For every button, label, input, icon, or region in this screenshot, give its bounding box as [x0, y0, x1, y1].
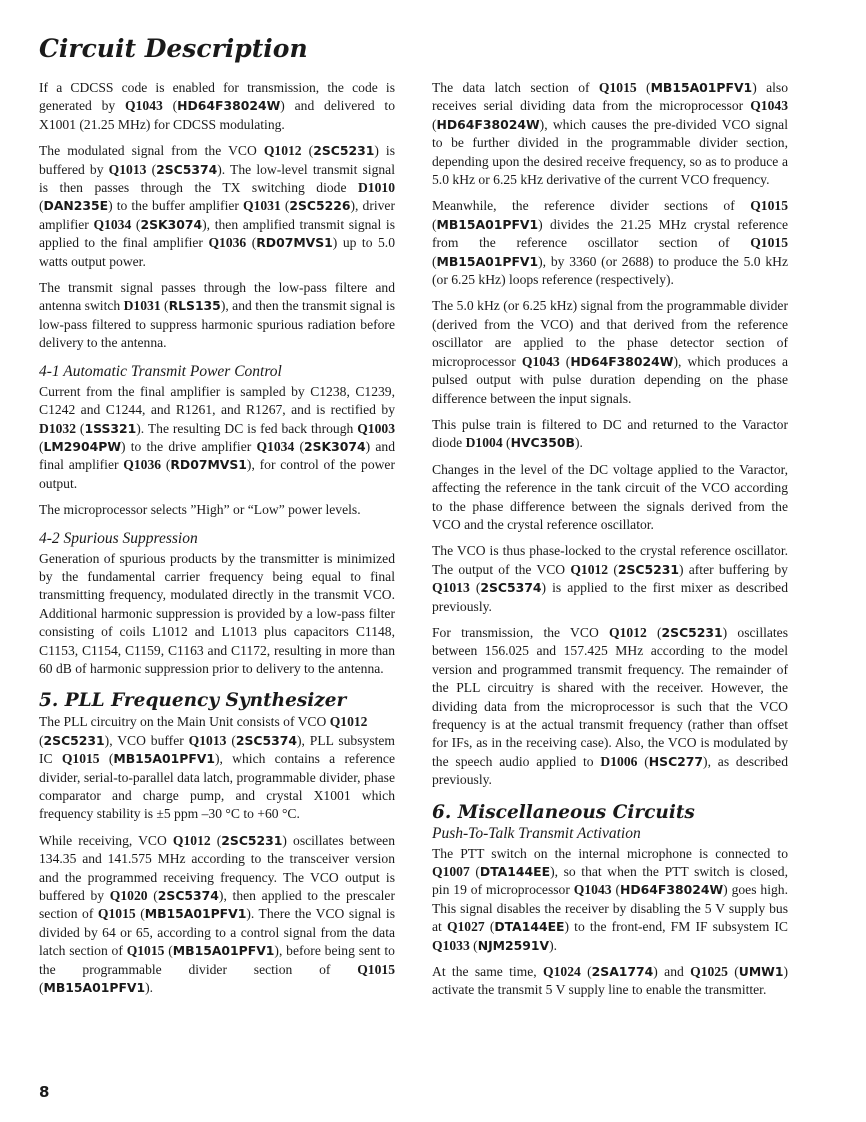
paragraph-atpc: Current from the final amplifier is sampled by C1238, C1239, C1242 and C1244, and R1261, and R1267, and is rectified by D1032 (1SS321). The resulting DC is fed back through Q1003 (LM2904PW) to the drive amplifier Q1034 (2SK3074) and final amplifier Q1036 (RD07MVS1), for control of the power output. [39, 383, 395, 491]
left-column [39, 79, 395, 1005]
heading-atpc: 4-1 Automatic Transmit Power Control [39, 362, 282, 380]
heading-misc: 6. Miscellaneous Circuits [432, 801, 695, 823]
paragraph-reference-divider: Meanwhile, the reference divider sections of Q1015 (MB15A01PFV1) divides the 21.25 MHz crystal reference from the reference oscillator section of Q1015 (MB15A01PFV1), by 3360 (or 2688) to produce the 5.0 kHz (or 6.25 kHz) loops reference (respectively). [432, 198, 788, 288]
paragraph-dc-voltage: Changes in the level of the DC voltage applied to the Varactor, affecting the reference in the tank circuit of the VCO according to the phase difference between the signals derived from the VCO and the crystal reference oscillator. [432, 461, 788, 532]
paragraph-phase-locked: The VCO is thus phase-locked to the crystal reference oscillator. The output of the VCO Q1012 (2SC5231) after buffering by Q1013 (2SC5374) is applied to the first mixer as described previously. [432, 543, 788, 614]
paragraph-data-latch: The data latch section of Q1015 (MB15A01PFV1) also receives serial dividing data from the microprocessor Q1043 (HD64F38024W), which causes the pre-divided VCO signal to be further divided in the programmable divider section, depending upon the desired receive frequency, so as to produce a 5.0 kHz or 6.25 kHz derivative of the current VCO frequency. [432, 80, 788, 188]
paragraph-spurious: Generation of spurious products by the transmitter is minimized by the fundamental carrier frequency being equal to final transmitting frequency, modulated directly in the transmit VCO. Additional harmonic suppression is provided by a low-pass filter consisting of coils L1012 and L1013 plus capacitors C1148, C1153, C1154, C1159, C1163 and C1172, resulting in more than 60 dB of harmonic suppression prior to delivery to the antenna. [39, 550, 395, 676]
paragraph-cdcss: If a CDCSS code is enabled for transmission, the code is generated by Q1043 (HD64F38024W) and delivered to X1001 (21.25 MHz) for CDCSS modulating. [39, 80, 395, 132]
paragraph-phase-detector: The 5.0 kHz (or 6.25 kHz) signal from the programmable divider (derived from the VCO) and that derived from the reference oscillator are applied to the phase detector section of microprocessor Q1043 (HD64F38024W), which produces a pulsed output with pulse duration depending on the phase difference between the input signals. [432, 298, 789, 406]
page-number: 8 [39, 1083, 50, 1101]
paragraph-transmit-signal: The transmit signal passes through the low-pass filtere and antenna switch D1031 (RLS135), and then the transmit signal is low-pass filtered to suppress harmonic spurious radiation before delivery to the antenna. [39, 280, 395, 351]
paragraph-power-levels: The microprocessor selects ”High” or “Low” power levels. [39, 502, 361, 518]
paragraph-ptt: The PTT switch on the internal microphone is connected to Q1007 (DTA144EE), so that when the PTT switch is closed, pin 19 of microprocessor Q1043 (HD64F38024W) goes high. This signal disables the receiver by disabling the 5 V supply bus at Q1027 (DTA144EE) to the front-end, FM IF subsystem IC Q1033 (NJM2591V). [432, 845, 789, 953]
paragraph-modulated-signal: The modulated signal from the VCO Q1012 (2SC5231) is buffered by Q1013 (2SC5374). The low-level transmit signal is then passes through the TX switching diode D1010 (DAN235E) to the buffer amplifier Q1031 (2SC5226), driver amplifier Q1034 (2SK3074), then amplified transmit signal is applied to the final amplifier Q1036 (RD07MVS1) up to 5.0 watts output power. [39, 143, 395, 269]
paragraph-transmission: For transmission, the VCO Q1012 (2SC5231) oscillates between 156.025 and 157.425 MHz according to the model version and programmed transmit frequency. The remainder of the PLL circuitry is shared with the receiver. However, the dividing data from the microprocessor is such that the VCO frequency is at the actual transmit frequency (rather than offset for IFs, as in the receiving case). Also, the VCO is modulated by the speech audio applied to D1006 (HSC277), as described previously. [432, 624, 789, 788]
heading-spurious: 4-2 Spurious Suppression [39, 529, 198, 547]
paragraph-pll: The PLL circuitry on the Main Unit consists of VCO Q1012 (2SC5231), VCO buffer Q1013 (2SC5374), PLL subsystem IC Q1015 (MB15A01PFV1), which contains a reference divider, serial-to-parallel data latch, programmable divider, phase comparator and charge pump, and crystal X1001 which frequency stability is ±5 ppm –30 °C to +60 °C. [39, 714, 395, 822]
heading-ptt: Push-To-Talk Transmit Activation [432, 824, 641, 842]
right-column [432, 79, 788, 1008]
page-title: Circuit Description [39, 34, 308, 63]
paragraph-receiving: While receiving, VCO Q1012 (2SC5231) oscillates between 134.35 and 141.575 MHz according to the transceiver version and the programmed receiving frequency. The VCO output is buffered by Q1020 (2SC5374), then applied to the prescaler section of Q1015 (MB15A01PFV1). There the VCO signal is divided by 64 or 65, according to a control signal from the data latch section of Q1015 (MB15A01PFV1), before being sent to the programmable divider section of Q1015 (MB15A01PFV1). [39, 832, 395, 996]
paragraph-same-time: At the same time, Q1024 (2SA1774) and Q1025 (UMW1) activate the transmit 5 V supply line to enable the transmitter. [432, 964, 788, 998]
heading-pll: 5. PLL Frequency Synthesizer [39, 690, 347, 712]
paragraph-pulse-train: This pulse train is filtered to DC and returned to the Varactor diode D1004 (HVC350B). [432, 416, 788, 451]
